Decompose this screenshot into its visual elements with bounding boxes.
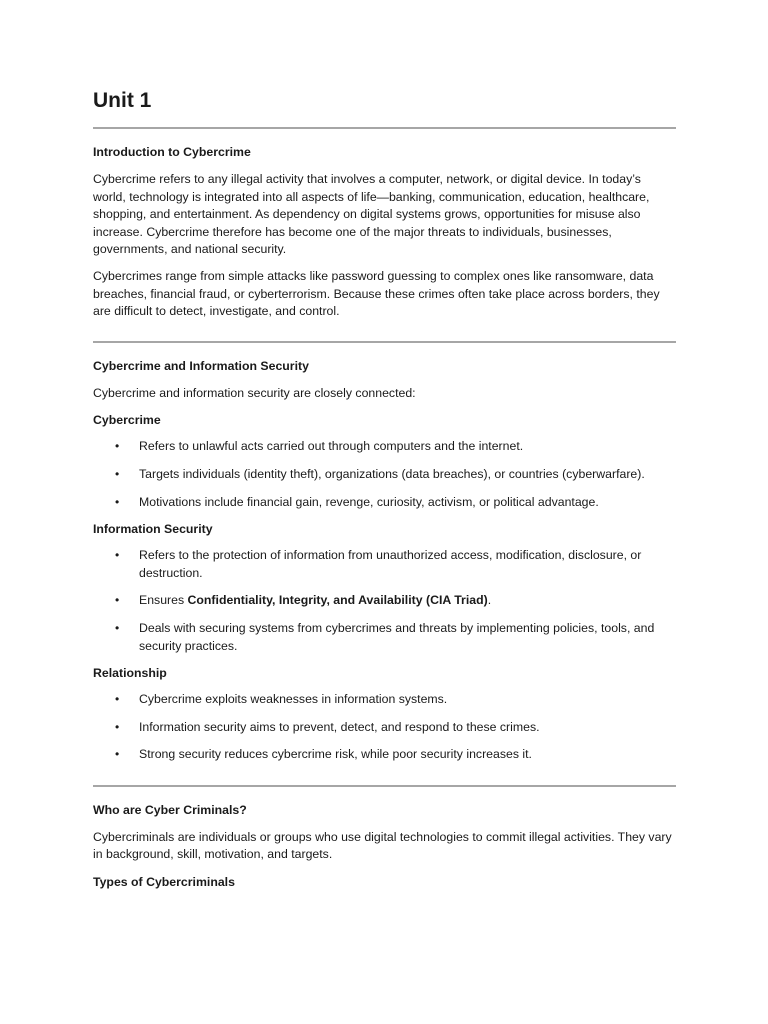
list-item: • Deals with securing systems from cybercrimes and threats by implementing policies, tools, and security practices. [115, 620, 655, 653]
list-item: • Refers to the protection of information from unauthorized access, modification, disclosure, or destruction. [115, 548, 642, 580]
bullet-icon: • [115, 494, 120, 509]
divider [93, 785, 676, 787]
list-item: • Strong security reduces cybercrime risk, while poor security increases it. [93, 746, 676, 764]
bullet-icon: • [115, 593, 120, 608]
divider [93, 341, 676, 343]
intro-paragraph-1: Cybercrime refers to any illegal activity that involves a computer, network, or digital device. In today’s world, technology is integrated into all aspects of life—banking, communication, education, healthcare, shopping, and entertainment. As dependency on digital systems grows, opportunities for misuse also increase. Cybercrime therefore has become one of the major threats to individuals, businesses, governments, and national security. [93, 172, 650, 257]
subheading-cybercrime: Cybercrime [93, 413, 161, 428]
list-item: • Targets individuals (identity theft), organizations (data breaches), or countries (cyberwarfare). [93, 466, 676, 484]
document-page [93, 86, 676, 891]
intro-paragraph-2: Cybercrimes range from simple attacks like password guessing to complex ones like ransomware, data breaches, financial fraud, or cyberterrorism. Because these crimes often take place across borders, they are difficult to detect, investigate, and control. [93, 268, 660, 319]
subheading-information-security: Information Security [93, 522, 213, 537]
bullet-icon: • [115, 466, 120, 481]
infosec-intro: Cybercrime and information security are closely connected: [93, 385, 416, 400]
list-item: • Motivations include financial gain, revenge, curiosity, activism, or political advantage. [93, 494, 676, 512]
bullet-icon: • [115, 719, 120, 734]
list-item: • Information security aims to prevent, detect, and respond to these crimes. [93, 719, 676, 737]
subheading-types-of-cybercriminals: Types of Cybercriminals [93, 875, 235, 890]
list-item: • Cybercrime exploits weaknesses in information systems. [93, 691, 676, 709]
subheading-relationship: Relationship [93, 666, 167, 681]
page-title: Unit 1 [93, 89, 152, 112]
divider [93, 127, 676, 129]
cia-triad-text: Confidentiality, Integrity, and Availability (CIA Triad) [187, 593, 488, 608]
bullet-icon: • [115, 439, 120, 454]
section-heading-infosec: Cybercrime and Information Security [93, 358, 309, 373]
section-heading-intro: Introduction to Cybercrime [93, 145, 251, 159]
bullet-icon: • [115, 747, 120, 762]
bullet-icon: • [115, 620, 120, 635]
information-security-list [93, 547, 676, 655]
section-heading-cyber-criminals: Who are Cyber Criminals? [93, 802, 247, 817]
cybercrime-list [93, 438, 676, 511]
criminals-paragraph: Cybercriminals are individuals or groups who use digital technologies to commit illegal activities. They vary in background, skill, motivation, and targets. [93, 829, 672, 862]
list-item: • Refers to unlawful acts carried out through computers and the internet. [93, 438, 676, 456]
relationship-list [93, 691, 676, 764]
bullet-icon: • [115, 548, 120, 563]
bullet-icon: • [115, 692, 120, 707]
list-item: • Ensures Confidentiality, Integrity, and Availability (CIA Triad). [93, 592, 676, 610]
